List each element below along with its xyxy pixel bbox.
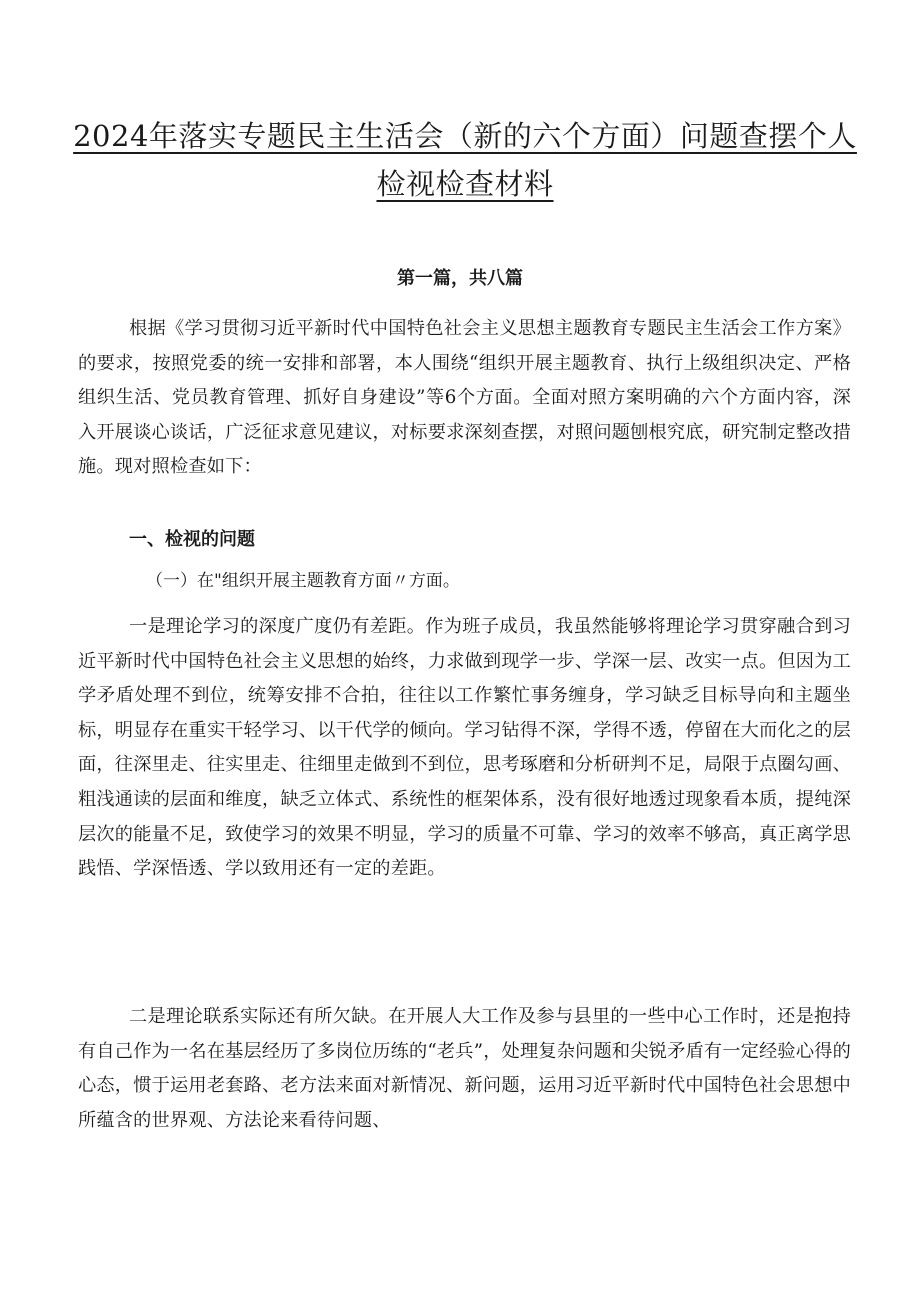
section-heading: 第一篇，共八篇 — [397, 268, 523, 289]
intro-paragraph: 根据《学习贯彻习近平新时代中国特色社会主义思想主题教育专题民主生活会工作方案》的要求，按照党委的统一安排和部署，本人围绕“组织开展主题教育、执行上级组织决定、严格组织生活、党员教育管理、抓好自身建设”等6个方面。全面对照方案明确的六个方面内容，深入开展谈心谈话，广泛征求意见建议，对标要求深刻查摆，对照问题刨根究底，研究制定整改措施。现对照检查如下： — [78, 318, 851, 478]
part-heading: 一、检视的问题 — [129, 529, 255, 550]
paragraph-two: 二是理论联系实际还有所欠缺。在开展人大工作及参与县里的一些中心工作时，还是抱持有自己作为一名在基层经历了多岗位历练的“老兵”，处理复杂问题和尖锐矛盾有一定经验心得的心态，惯于运用老套路、老方法来面对新情况、新问题，运用习近平新时代中国特色社会思想中所蕴含的世界观、方法论来看待问题、 — [78, 1006, 851, 1131]
paragraph-one: 一是理论学习的深度广度仍有差距。作为班子成员，我虽然能够将理论学习贯穿融合到习近平新时代中国特色社会主义思想的始终，力求做到现学一步、学深一层、改实一点。但因为工学矛盾处理不到位，统筹安排不合拍，往往以工作繁忙事务缠身，学习缺乏目标导向和主题坐标，明显存在重实干轻学习、以干代学的倾向。学习钻得不深，学得不透，停留在大而化之的层面，往深里走、往实里走、往细里走做到不到位，思考琢磨和分析研判不足，局限于点圈勾画、粗浅通读的层面和维度，缺乏立体式、系统性的框架体系，没有很好地透过现象看本质，提纯深层次的能量不足，致使学习的效果不明显，学习的质量不可靠、学习的效率不够高，真正离学思践悟、学深悟透、学以致用还有一定的差距。 — [78, 616, 851, 880]
document-title: 2024年落实专题民主生活会（新的六个方面）问题查摆个人检视检查材料 — [73, 119, 857, 201]
sub-heading: （一）在"组织开展主题教育方面〃方面。 — [146, 571, 460, 591]
